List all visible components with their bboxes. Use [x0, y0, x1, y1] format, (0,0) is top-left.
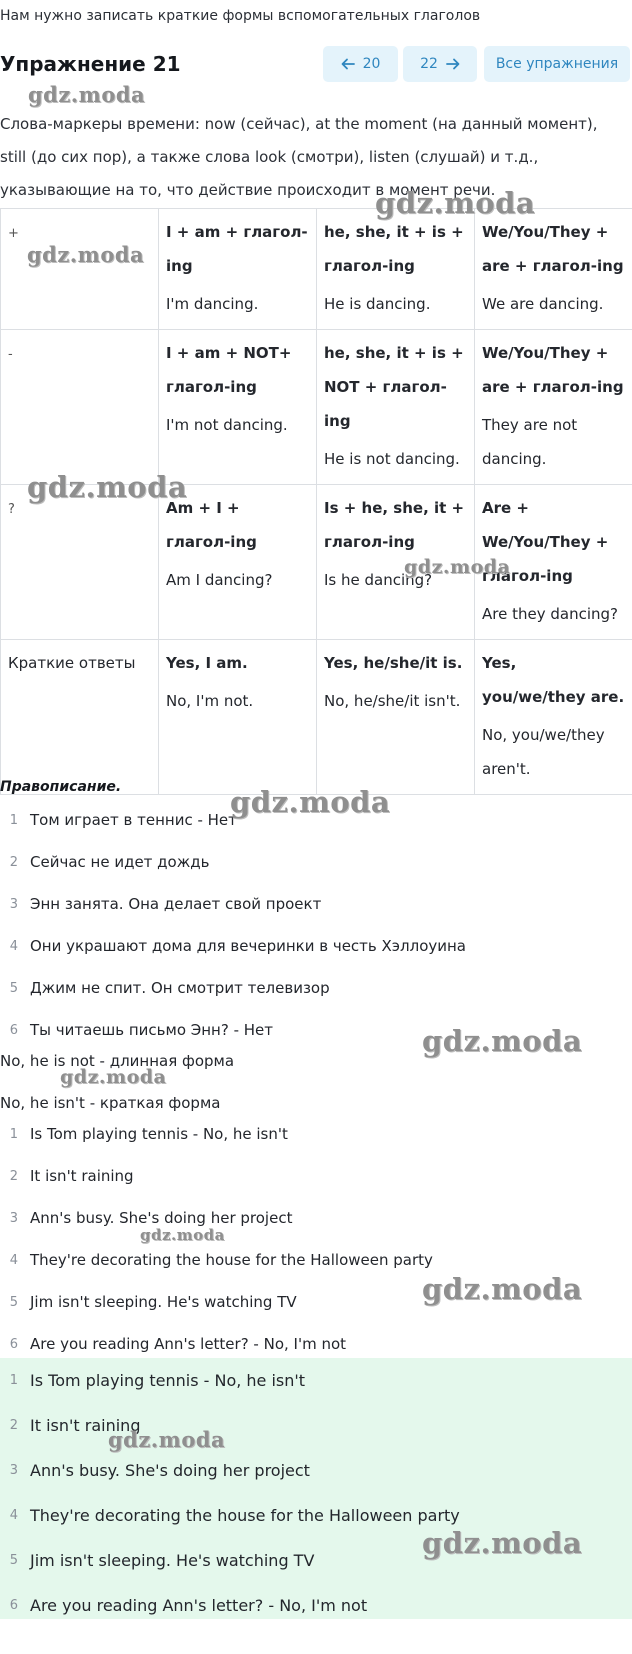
prev-exercise-button[interactable]: [323, 46, 398, 82]
list-item: [0, 1448, 460, 1493]
list-item-text: Ты читаешь письмо Энн? - Нет: [30, 1021, 274, 1039]
russian-sentence-list: [0, 799, 466, 1051]
rule-text: Am + I + глагол-ing: [166, 499, 257, 551]
list-item-text: Are you reading Ann's letter? - No, I'm not: [30, 1335, 347, 1353]
list-item-number: 4: [9, 938, 18, 954]
example-text: They are not dancing.: [482, 416, 578, 468]
watermark: gdz.moda: [422, 1024, 583, 1058]
arrow-left-icon: [341, 58, 355, 70]
list-item: [0, 1583, 460, 1628]
list-item: [0, 1538, 460, 1583]
rule-text: Is + he, she, it + глагол-ing: [324, 499, 465, 551]
list-item-text: It isn't raining: [30, 1416, 141, 1435]
list-item: [0, 1493, 460, 1538]
next-exercise-label: 22: [420, 56, 438, 72]
watermark: gdz.moda: [375, 186, 536, 220]
example-text: Is he dancing?: [324, 571, 433, 589]
row-label: [1, 330, 159, 485]
list-item: [0, 1358, 460, 1403]
all-exercises-button[interactable]: [484, 46, 630, 82]
example-text: No, you/we/they aren't.: [482, 726, 605, 778]
rule-text: We/You/They + are + глагол-ing: [482, 344, 624, 396]
list-item-number: 1: [9, 812, 18, 828]
list-item: [0, 1403, 460, 1448]
row-label-text: ?: [8, 502, 15, 517]
rule-text: he, she, it + is + NOT + глагол-ing: [324, 344, 464, 430]
watermark: gdz.moda: [27, 242, 145, 267]
table-cell: [317, 640, 475, 795]
table-cell: [475, 209, 632, 330]
list-item: [0, 1009, 466, 1051]
answer-list: [0, 1358, 460, 1628]
rule-text: Yes, you/we/they are.: [482, 654, 625, 706]
next-exercise-button[interactable]: [403, 46, 477, 82]
list-item-text: Они украшают дома для вечеринки в честь Хэллоуина: [30, 937, 466, 955]
list-item: [0, 841, 466, 883]
page-title: Упражнение 21: [0, 52, 181, 76]
prev-exercise-label: 20: [362, 56, 381, 72]
example-text: He is not dancing.: [324, 450, 460, 468]
table-row: [1, 485, 632, 640]
long-form-note: No, he is not - длинная форма: [0, 1052, 235, 1070]
table-cell: [159, 209, 317, 330]
list-item-number: 3: [9, 1210, 18, 1226]
watermark: gdz.moda: [404, 556, 511, 578]
all-exercises-label: Все упражнения: [495, 56, 619, 72]
list-item-number: 3: [9, 896, 18, 912]
list-item-text: Энн занята. Она делает свой проект: [30, 895, 322, 913]
watermark: gdz.moda: [27, 470, 188, 504]
example-text: We are dancing.: [482, 295, 604, 313]
list-item-number: 1: [9, 1373, 18, 1388]
list-item-number: 6: [9, 1022, 18, 1038]
list-item-text: They're decorating the house for the Halloween party: [30, 1506, 460, 1525]
row-label-text: -: [8, 347, 13, 362]
table-cell: [159, 485, 317, 640]
list-item-text: Ann's busy. She's doing her project: [30, 1209, 293, 1227]
list-item-text: Jim isn't sleeping. He's watching TV: [30, 1551, 315, 1570]
list-item-text: Ann's busy. She's doing her project: [30, 1461, 310, 1480]
example-text: No, I'm not.: [166, 692, 254, 710]
list-item: [0, 1239, 433, 1281]
row-label: [1, 640, 159, 795]
list-item-number: 1: [9, 1126, 18, 1142]
list-item-number: 5: [9, 980, 18, 996]
rule-text: Are + We/You/They + глагол-ing: [482, 499, 609, 585]
list-item-text: Jim isn't sleeping. He's watching TV: [30, 1293, 297, 1311]
answer-block: [0, 1358, 632, 1619]
row-label-text: Краткие ответы: [8, 654, 136, 672]
row-label: [1, 485, 159, 640]
table-cell: [159, 640, 317, 795]
rule-text: Yes, he/she/it is.: [324, 654, 463, 672]
table-row: [1, 330, 632, 485]
table-cell: [317, 209, 475, 330]
example-text: He is dancing.: [324, 295, 431, 313]
list-item: [0, 1281, 433, 1323]
table-cell: [475, 640, 632, 795]
list-item-text: Том играет в теннис - Нет: [30, 811, 237, 829]
list-item-number: 4: [9, 1252, 18, 1268]
rule-text: I + am + глагол-ing: [166, 223, 308, 275]
row-label: [1, 209, 159, 330]
watermark: gdz.moda: [422, 1526, 583, 1560]
example-text: No, he/she/it isn't.: [324, 692, 461, 710]
arrow-right-icon: [446, 58, 460, 70]
list-item-text: Is Tom playing tennis - No, he isn't: [30, 1371, 306, 1390]
time-markers-text: Слова-маркеры времени: now (сейчас), at the moment (на данный момент), still (до сих пор), а также слова look (смотри), listen (слушай) и т.д., указывающие на то, что действие происходит в момент речи.: [0, 115, 598, 199]
list-item-number: 6: [9, 1598, 18, 1613]
list-item-number: 2: [9, 1418, 18, 1433]
rule-text: We/You/They + are + глагол-ing: [482, 223, 624, 275]
table-row: [1, 640, 632, 795]
spelling-heading: Правописание.: [0, 779, 122, 795]
rule-text: Yes, I am.: [166, 654, 248, 672]
table-cell: [159, 330, 317, 485]
example-text: I'm not dancing.: [166, 416, 288, 434]
watermark: gdz.moda: [422, 1272, 583, 1306]
list-item-text: Джим не спит. Он смотрит телевизор: [30, 979, 330, 997]
table-cell: [317, 330, 475, 485]
list-item: [0, 925, 466, 967]
list-item-number: 2: [9, 854, 18, 870]
list-item-text: They're decorating the house for the Halloween party: [30, 1251, 433, 1269]
list-item-text: Are you reading Ann's letter? - No, I'm not: [30, 1596, 368, 1615]
list-item: [0, 967, 466, 1009]
rule-text: I + am + NOT+ глагол-ing: [166, 344, 292, 396]
row-label-text: +: [8, 226, 19, 241]
example-text: Are they dancing?: [482, 605, 618, 623]
list-item: [0, 883, 466, 925]
list-item-number: 6: [9, 1336, 18, 1352]
list-item-number: 4: [9, 1508, 18, 1523]
list-item: [0, 1113, 433, 1155]
table-row: [1, 209, 632, 330]
example-text: I'm dancing.: [166, 295, 259, 313]
list-item-text: It isn't raining: [30, 1167, 134, 1185]
watermark: gdz.moda: [28, 82, 146, 107]
list-item-text: Сейчас не идет дождь: [30, 853, 210, 871]
list-item-number: 5: [9, 1294, 18, 1310]
watermark: gdz.moda: [60, 1066, 167, 1088]
list-item-number: 5: [9, 1553, 18, 1568]
list-item: [0, 1155, 433, 1197]
short-form-note: No, he isn't - краткая форма: [0, 1094, 221, 1112]
watermark: gdz.moda: [230, 785, 391, 819]
watermark: gdz.moda: [108, 1427, 226, 1452]
list-item-number: 3: [9, 1463, 18, 1478]
example-text: Am I dancing?: [166, 571, 273, 589]
list-item-number: 2: [9, 1168, 18, 1184]
rule-text: he, she, it + is + глагол-ing: [324, 223, 464, 275]
list-item-text: Is Tom playing tennis - No, he isn't: [30, 1125, 288, 1143]
watermark: gdz.moda: [140, 1226, 225, 1244]
intro-text: Нам нужно записать краткие формы вспомогательных глаголов: [0, 8, 481, 24]
table-cell: [475, 330, 632, 485]
